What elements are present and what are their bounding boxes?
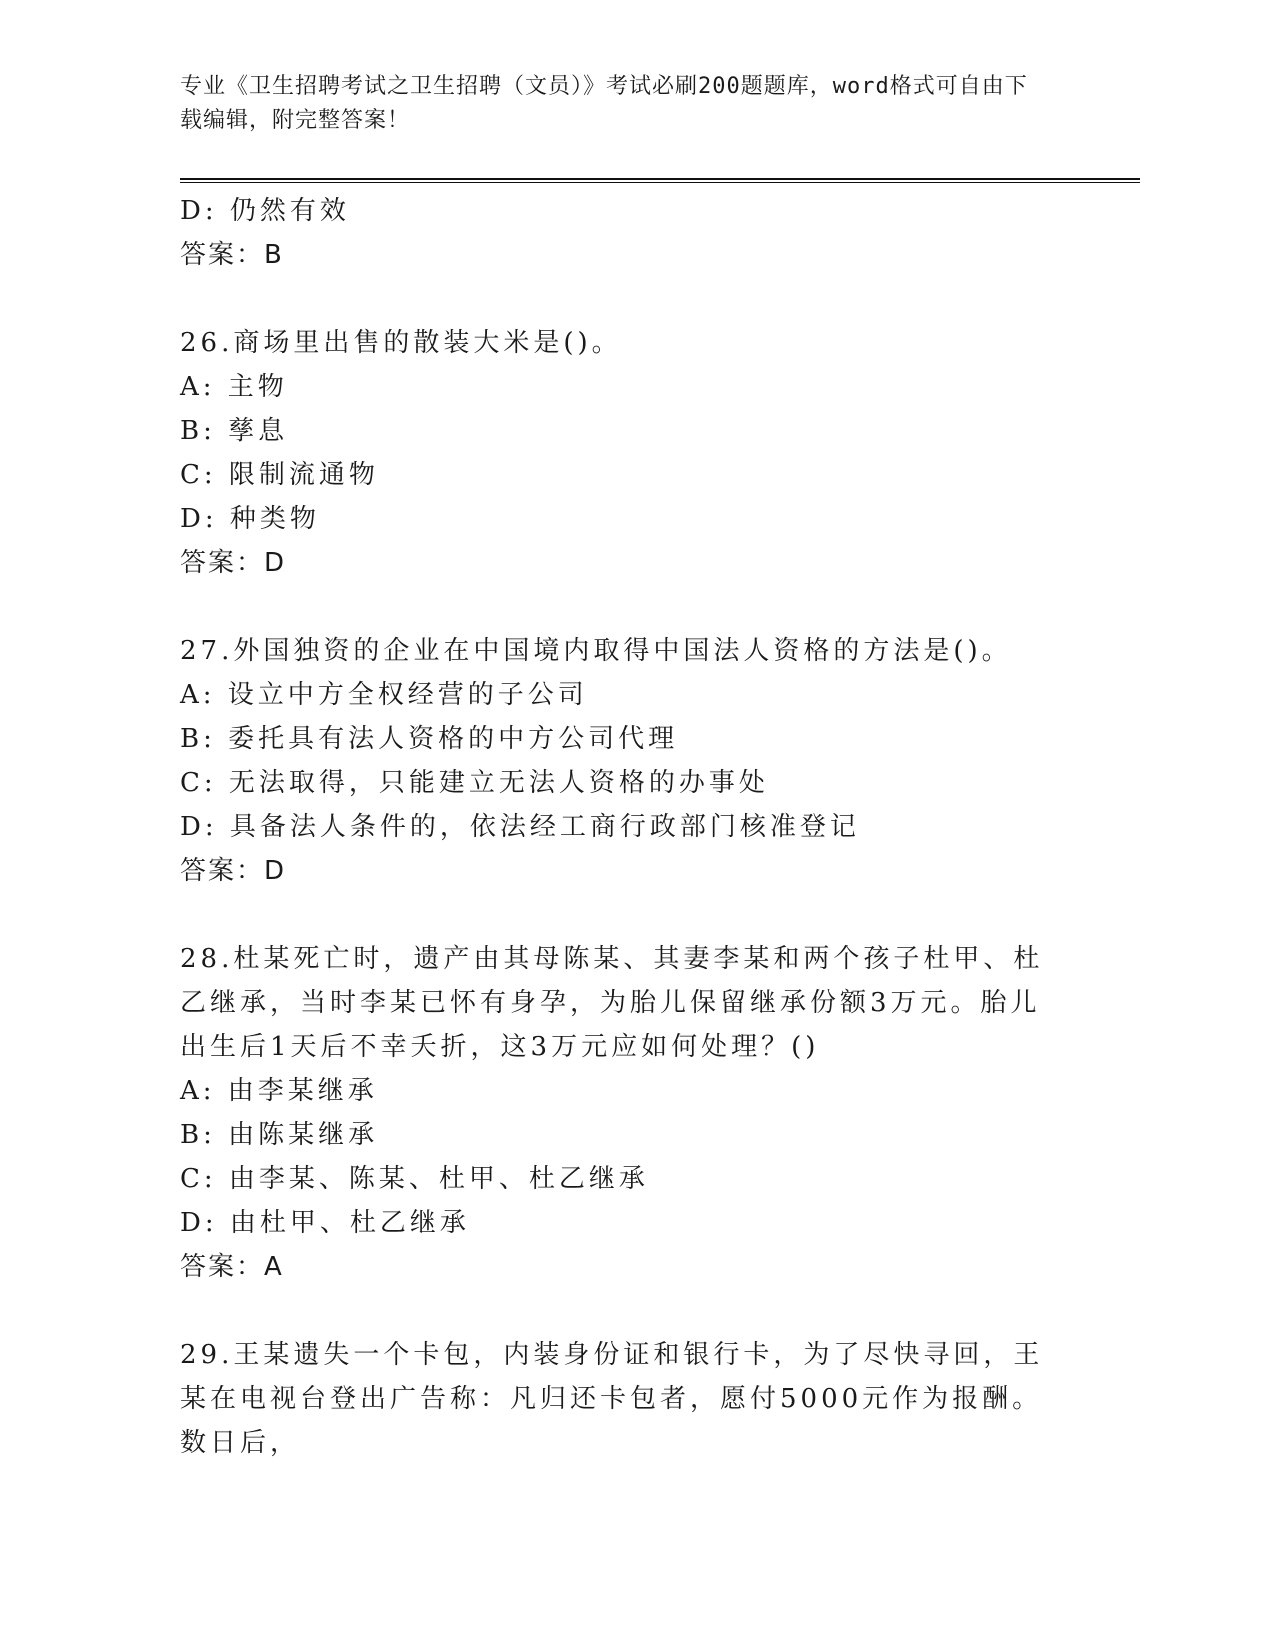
option-a: A: 设立中方全权经营的子公司 <box>180 680 588 710</box>
question-stem: 29.王某遗失一个卡包，内装身份证和银行卡，为了尽快寻回，王某在电视台登出广告称：凡归还卡包者，愿付5000元作为报酬。数日后， <box>180 1340 1044 1458</box>
answer-line: 答案：A <box>180 1252 284 1282</box>
document-body <box>180 189 1140 1465</box>
option-b: B: 由陈某继承 <box>180 1120 379 1150</box>
answer-line: 答案：D <box>180 548 287 578</box>
question-stem: 28.杜某死亡时，遗产由其母陈某、其妻李某和两个孩子杜甲、杜乙继承，当时李某已怀有身孕，为胎儿保留继承份额3万元。胎儿出生后1天后不幸夭折，这3万元应如何处理？() <box>180 944 1044 1062</box>
question-29 <box>180 1333 1140 1465</box>
answer-line: 答案：D <box>180 856 287 886</box>
option-a: A: 由李某继承 <box>180 1076 378 1106</box>
option-c: C: 限制流通物 <box>180 460 379 490</box>
option-a: A: 主物 <box>180 372 288 402</box>
document-header: 专业《卫生招聘考试之卫生招聘（文员）》考试必刷200题题库，word格式可自由下载编辑，附完整答案！ <box>180 74 1028 133</box>
option-b: B: 孳息 <box>180 416 289 446</box>
option-b: B: 委托具有法人资格的中方公司代理 <box>180 724 679 754</box>
option-c: C: 由李某、陈某、杜甲、杜乙继承 <box>180 1164 649 1194</box>
question-28 <box>180 937 1140 1289</box>
option-d: D: 仍然有效 <box>180 196 350 226</box>
question-26 <box>180 321 1140 585</box>
question-stem: 26.商场里出售的散装大米是()。 <box>180 328 622 358</box>
option-d: D: 具备法人条件的，依法经工商行政部门核准登记 <box>180 812 860 842</box>
document-page <box>180 70 1140 1465</box>
question-27 <box>180 629 1140 893</box>
option-d: D: 由杜甲、杜乙继承 <box>180 1208 470 1238</box>
answer-line: 答案：B <box>180 240 284 270</box>
option-c: C: 无法取得，只能建立无法人资格的办事处 <box>180 768 769 798</box>
question-stem: 27.外国独资的企业在中国境内取得中国法人资格的方法是()。 <box>180 636 1012 666</box>
header-divider <box>180 178 1140 183</box>
option-d: D: 种类物 <box>180 504 320 534</box>
